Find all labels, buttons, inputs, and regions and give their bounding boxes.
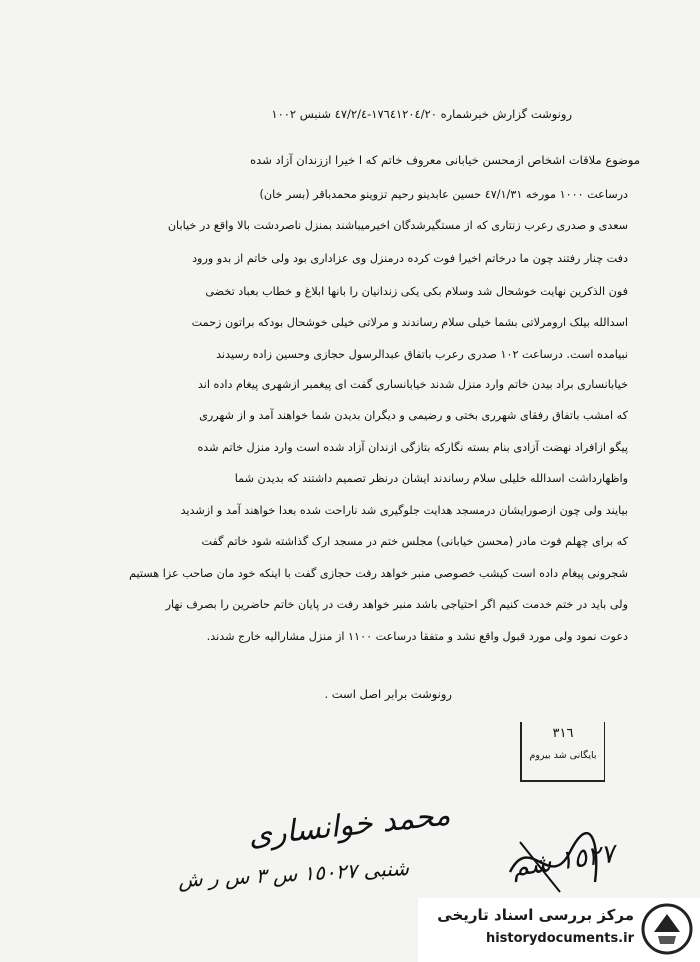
- body-line: که برای چهلم فوت مادر (محسن خیابانی) مجلس ختم در مسجد ارک گذاشته شود خاتم گفت: [201, 535, 628, 548]
- body-line: سعدی و صدری رعرب زنتاری که از مستگیرشدگان اخیرمیباشند بمنزل ناصردشت بالا واقع در خیابان: [167, 219, 628, 232]
- body-line: که امشب باتفاق رفقای شهرری بختی و رضیمی و دیگران بدیدن شما خواهند آمد و از شهرری: [199, 409, 628, 422]
- body-line: پیگو ازافراد نهضت آزادی بنام بسته نگارکه بتازگی ازندان آزاد شده است وارد منزل خاتم شده: [197, 441, 628, 454]
- report-header: رونوشت گزارش خبرشماره ١٧٦٤١٢٠٤/٢٠-٤٧/٢/٤ شنبس ١٠٠٢: [271, 107, 572, 121]
- archive-stamp: [520, 722, 605, 782]
- body-line: درساعت ١٠٠٠ مورخه ٤٧/١/٣١ حسین عابدینو رحیم تزوینو محمدباقر (بسر خان): [259, 188, 628, 201]
- stamp-number: ٣١٦: [552, 726, 574, 741]
- signature-note: شنبی ١٥٠٢٧ س ٣ س ر ش: [177, 855, 410, 893]
- body-line: دعوت نمود ولی مورد قبول واقع نشد و متفقا درساعت ١١٠٠ از منزل مشارالیه خارج شدند.: [206, 630, 628, 643]
- body-line: فون الذکرین نهایت خوشحال شد وسلام بکی یکی زندانیان را بانها ابلاغ و خطاب بعباد تخضی: [205, 285, 628, 298]
- body-line: شجرونی پیغام داده است کیشب خصوصی منبر خواهد رفت حجازی گفت با اینکه خود مان صاحب عزا هستیم: [129, 567, 628, 580]
- stamp-label: بایگانی شد بیروم: [529, 750, 597, 761]
- closing-note: رونوشت برابر اصل است .: [324, 687, 452, 701]
- body-line: دفت چنار رفتند چون ما درخاتم اخیرا فوت کرده درمنزل وی عزاداری بود ولی خاتم از بدو ورود: [192, 252, 628, 265]
- watermark-url: historydocuments.ir: [485, 931, 634, 946]
- watermark-org-name: مرکز بررسی اسناد تاریخی: [437, 906, 634, 924]
- body-line: اسدالله بیلک ارومرلاتی بشما خیلی سلام رساندند و مرلاتی خیلی خوشحال بودکه براتون زحمت: [191, 316, 628, 329]
- body-line: نبیامده است. درساعت ١٠٢ صدری رعرب باتفاق عبدالرسول حجازی وحسین زاده رسیدند: [216, 348, 628, 361]
- signature-scribble: [500, 822, 610, 902]
- body-line: واظهارداشت اسدالله خلیلی سلام رساندند ایشان درنظر تصمیم داشتند که بدیدن شما: [234, 472, 628, 485]
- watermark-logo-block: [418, 898, 700, 962]
- body-line: ولی باید در ختم خدمت کنیم اگر احتیاجی باشد منبر خواهد رفت در پایان خاتم حاضرین را بصرف نهار: [165, 598, 628, 611]
- body-line: خیابانساری براد بیدن خاتم وارد منزل شدند خیابانساری گفت ای پیغمبر ازشهری پیغام داده اند: [197, 378, 628, 391]
- signature-name: محمد خوانساری: [246, 797, 452, 854]
- report-subject: موضوع ملاقات اشخاص ازمحسن خیابانی معروف خاتم که ا خیرا اززندان آزاد شده: [250, 153, 640, 167]
- signature-right: ١٥٢٧ شم: [510, 838, 617, 884]
- body-line: بیایند ولی چون ازصورایشان درمسجد هدایت جلوگیری شد ناراحت شده بعدا خواهند آمد و ازشدید: [180, 504, 628, 517]
- archive-logo-icon: [640, 902, 694, 956]
